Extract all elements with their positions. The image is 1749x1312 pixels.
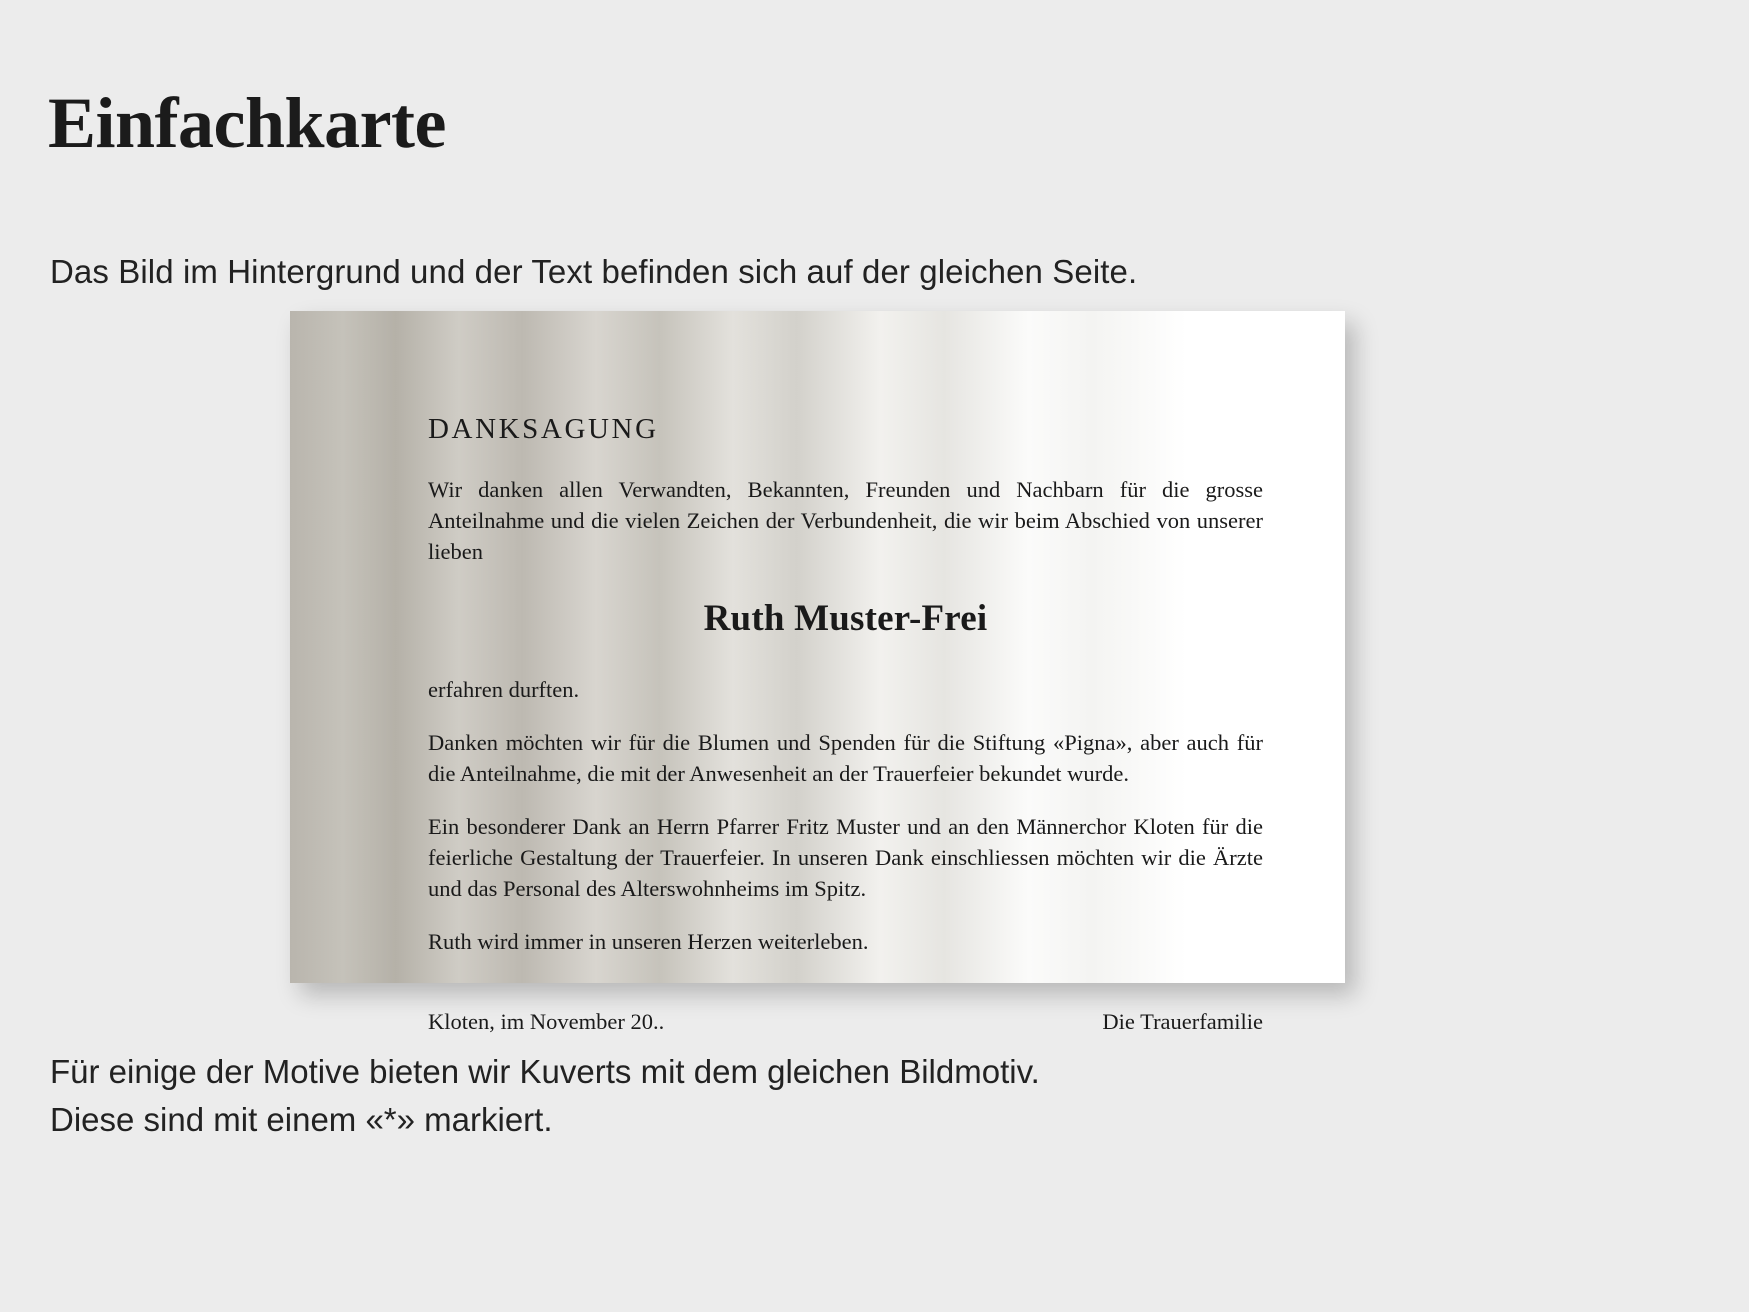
card-paragraph-continuation: erfahren durften.	[428, 677, 580, 703]
card-footer-signature: Die Trauerfamilie	[1102, 1009, 1263, 1035]
card-content	[428, 413, 1263, 1035]
card-deceased-name: Ruth Muster-Frei	[703, 598, 988, 640]
bottom-note-line-2: Diese sind mit einem «*» markiert.	[50, 1100, 553, 1138]
bottom-note	[50, 1048, 1040, 1144]
page-subtitle: Das Bild im Hintergrund und der Text befinden sich auf der gleichen Seite.	[50, 253, 1138, 290]
card-preview	[290, 311, 1345, 1035]
card-paragraph-closing: Ruth wird immer in unseren Herzen weiterleben.	[428, 929, 869, 955]
card-background	[290, 311, 1345, 1035]
card-paragraph-intro: Wir danken allen Verwandten, Bekannten, Freunden und Nachbarn für die grosse Anteilnahme und die vielen Zeichen der Verbundenheit, die wir beim Abschied von unserer lieben	[428, 477, 1263, 565]
card-footer	[428, 1009, 1263, 1035]
bottom-note-line-1: Für einige der Motive bieten wir Kuverts mit dem gleichen Bildmotiv.	[50, 1053, 1040, 1090]
card-footer-place-date: Kloten, im November 20..	[428, 1009, 665, 1035]
page-title: Einfachkarte	[48, 83, 446, 164]
card-paragraph-thanks: Danken möchten wir für die Blumen und Spenden für die Stiftung «Pigna», aber auch für die Anteilnahme, die mit der Anwesenheit an der Trauerfeier bekundet wurde.	[428, 730, 1263, 787]
card-heading: DANKSAGUNG	[428, 413, 659, 445]
card-paragraph-special-thanks: Ein besonderer Dank an Herrn Pfarrer Fritz Muster und an den Männerchor Kloten für die feierliche Gestaltung der Trauerfeier. In unseren Dank einschliessen möchten wir die Ärzte und das Personal des Alterswohnheims im Spitz.	[428, 814, 1263, 902]
